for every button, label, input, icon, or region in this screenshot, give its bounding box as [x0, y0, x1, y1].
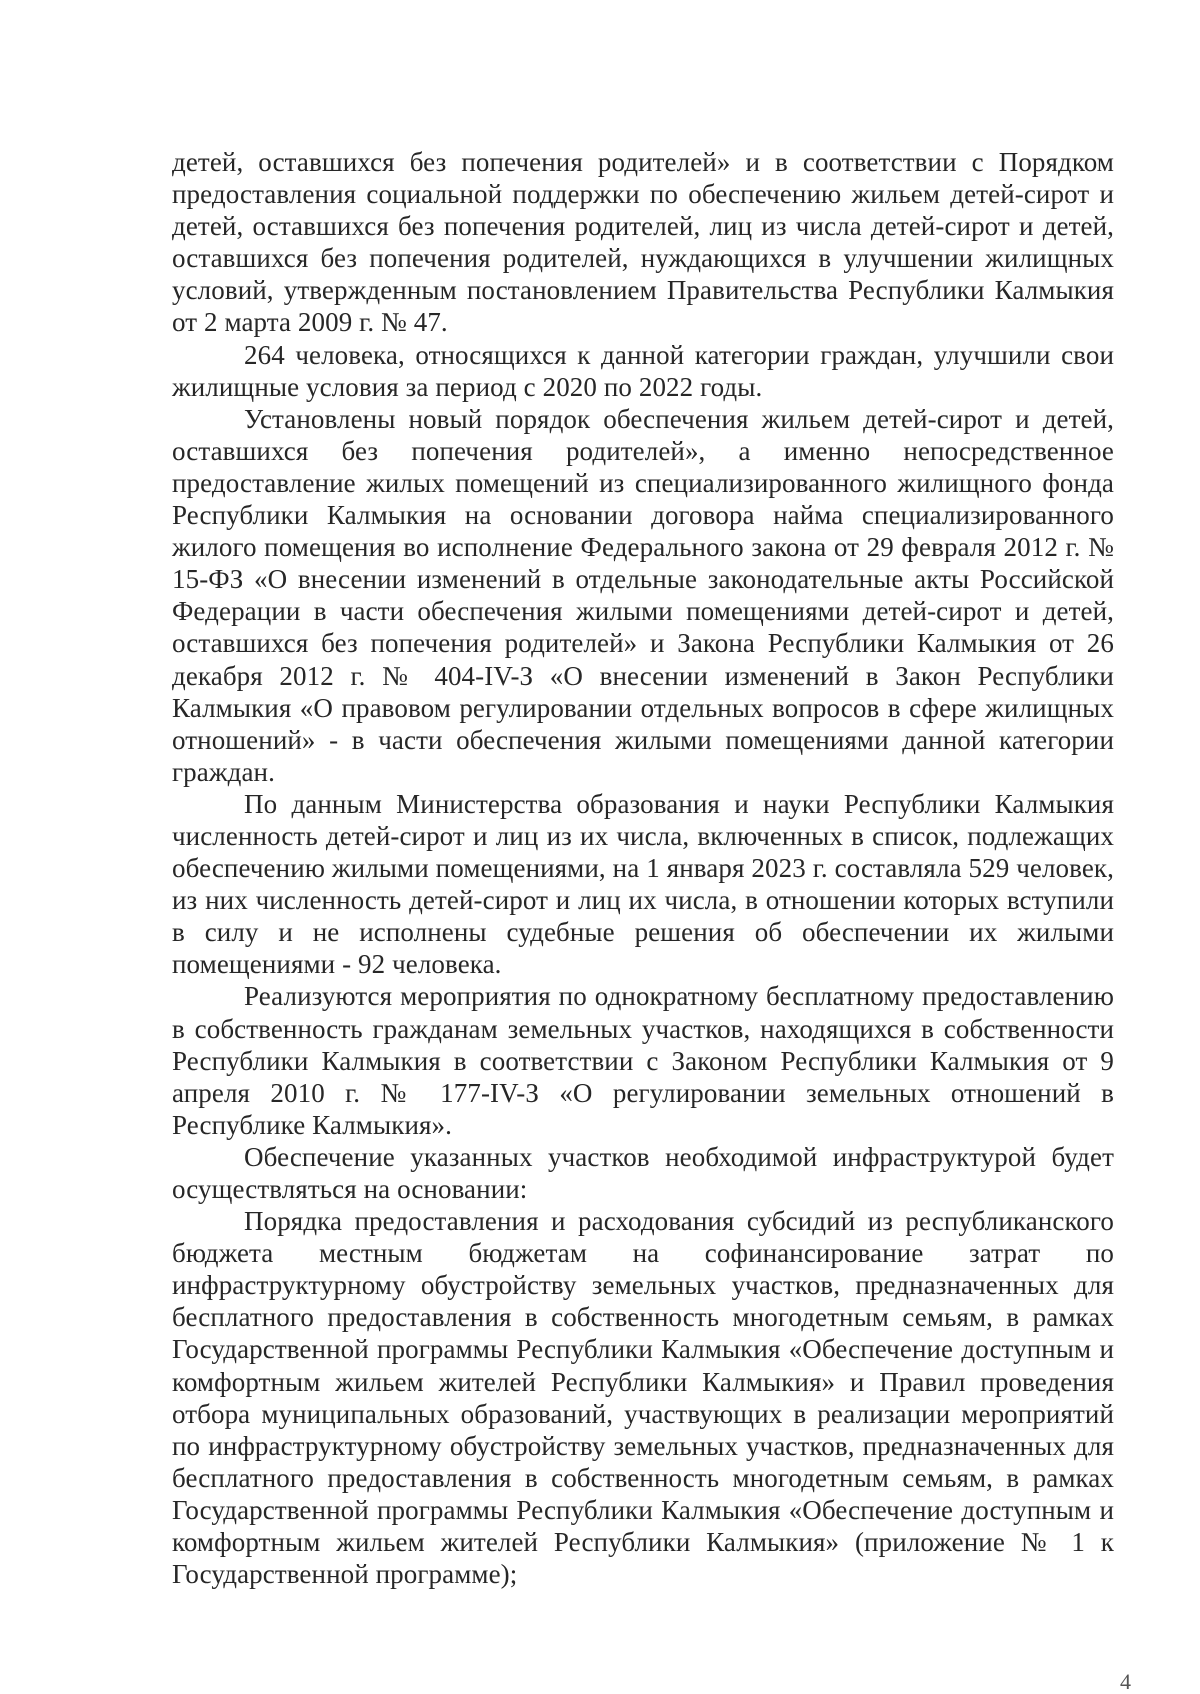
paragraph-subsidy-procedure: Порядка предоставления и расходования субсидий из республиканского бюджета местным бюджетам на софинансирование затрат по инфраструктурному обустройству земельных участков, предназначенных для бесплатного предоставления в собственность многодетным семьям, в рамках Государственной программы Республики Калмыкия «Обеспечение доступным и комфортным жильем жителей Республики Калмыкия» и Правил проведения отбора муниципальных образований, участвующих в реализации мероприятий по инфраструктурному обустройству земельных участков, предназначенных для бесплатного предоставления в собственность многодетным семьям, в рамках Государственной программы Республики Калмыкия «Обеспечение доступным и комфортным жильем жителей Республики Калмыкия» (приложение № 1 к Государственной программе); — [172, 1206, 1114, 1590]
paragraph-housing-stats: 264 человека, относящихся к данной категории граждан, улучшили свои жилищные условия за период с 2020 по 2022 годы. — [172, 339, 1114, 402]
paragraph-land-plots: Реализуются мероприятия по однократному бесплатному предоставлению в собственность гражданам земельных участков, находящихся в собственности Республики Калмыкия в соответствии с Законом Республики Калмыкия от 9 апреля 2010 г. № 177-IV-З «О регулировании земельных отношений в Республике Калмыкия». — [172, 981, 1114, 1140]
document-body — [172, 146, 1114, 1590]
paragraph-new-procedure: Установлены новый порядок обеспечения жильем детей-сирот и детей, оставшихся без попечения родителей», а именно непосредственное предоставление жилых помещений из специализированного жилищного фонда Республики Калмыкия на основании договора найма специализированного жилого помещения во исполнение Федерального закона от 29 февраля 2012 г. № 15-ФЗ «О внесении изменений в отдельные законодательные акты Российской Федерации в части обеспечения жилыми помещениями детей-сирот и детей, оставшихся без попечения родителей» и Закона Республики Калмыкия от 26 декабря 2012 г. № 404-IV-З «О внесении изменений в Закон Республики Калмыкия «О правовом регулировании отдельных вопросов в сфере жилищных отношений» - в части обеспечения жилыми помещениями данной категории граждан. — [172, 403, 1114, 787]
paragraph-infrastructure: Обеспечение указанных участков необходимой инфраструктурой будет осуществляться на основании: — [172, 1141, 1114, 1204]
page-number: 4 — [1120, 1669, 1131, 1694]
paragraph-continuation: детей, оставшихся без попечения родителей» и в соответствии с Порядком предоставления социальной поддержки по обеспечению жильем детей-сирот и детей, оставшихся без попечения родителей, лиц из числа детей-сирот и детей, оставшихся без попечения родителей, нуждающихся в улучшении жилищных условий, утвержденным постановлением Правительства Республики Калмыкия от 2 марта 2009 г. № 47. — [172, 147, 1114, 338]
paragraph-ministry-data: По данным Министерства образования и науки Республики Калмыкия численность детей-сирот и лиц из их числа, включенных в список, подлежащих обеспечению жилыми помещениями, на 1 января 2023 г. составляла 529 человек, из них численность детей-сирот и лиц их числа, в отношении которых вступили в силу и не исполнены судебные решения об обеспечении их жилыми помещениями - 92 человека. — [172, 788, 1114, 980]
